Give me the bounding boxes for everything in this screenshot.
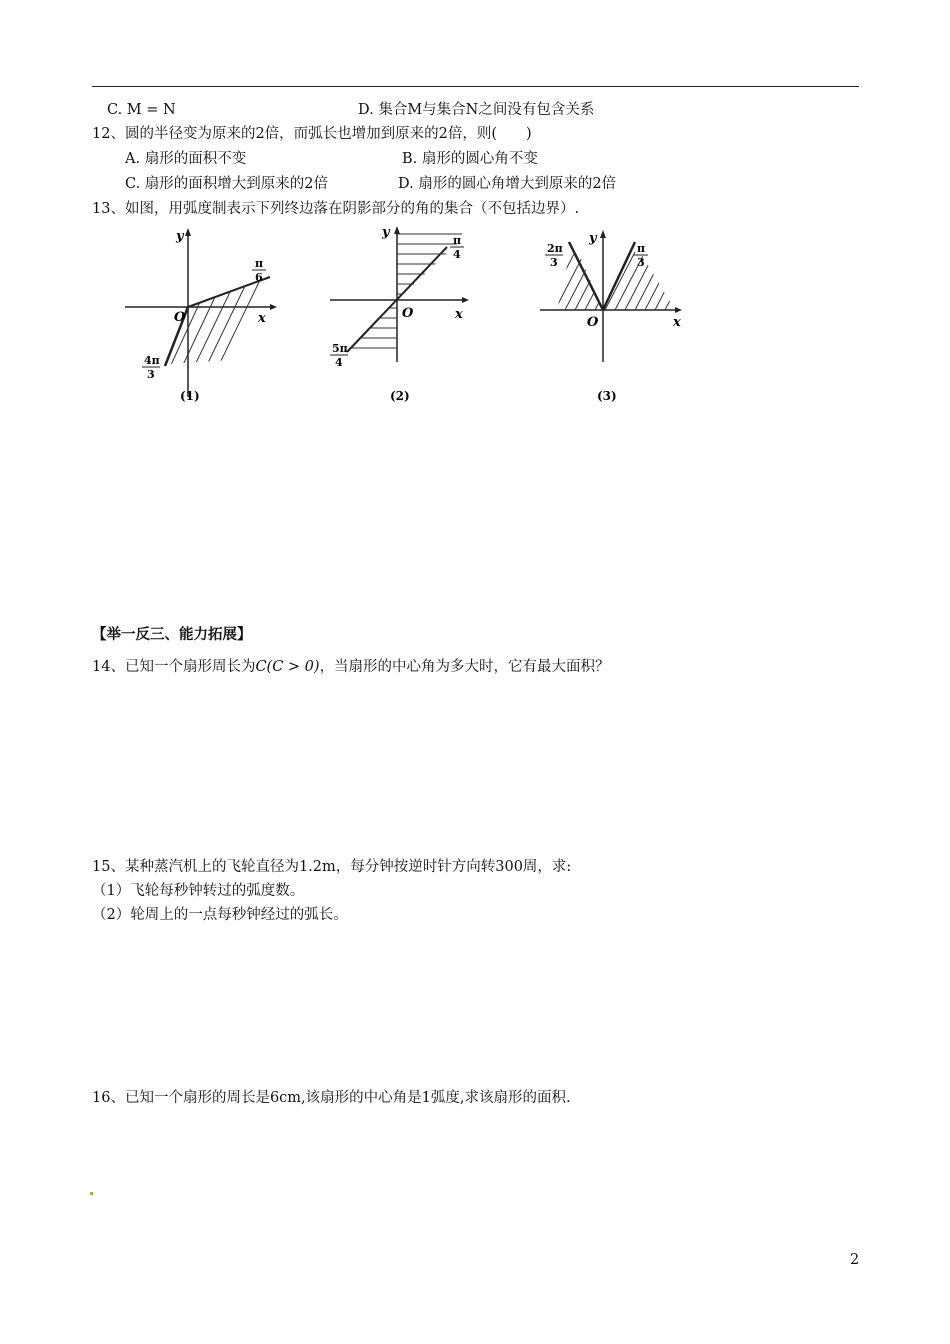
q12-option-d: D. 扇形的圆心角增大到原来的2倍 bbox=[398, 176, 617, 192]
q12-option-a: A. 扇形的面积不变 bbox=[125, 151, 247, 167]
q12-stem: 12、圆的半径变为原来的2倍，而弧长也增加到原来的2倍，则( ) bbox=[92, 126, 532, 142]
angle-lower-num: 4π bbox=[144, 354, 160, 367]
q13-stem: 13、如图，用弧度制表示下列终边落在阴影部分的角的集合（不包括边界）. bbox=[92, 201, 580, 217]
y-axis-arrow-icon bbox=[600, 230, 606, 238]
header-rule bbox=[92, 86, 859, 87]
angle-left-den: 3 bbox=[550, 256, 558, 269]
angle-upper-den: 6 bbox=[255, 271, 263, 284]
q14-stem bbox=[92, 657, 610, 677]
q15-stem: 15、某种蒸汽机上的飞轮直径为1.2m，每分钟按逆时针方向转300周，求: bbox=[92, 859, 572, 875]
q12-option-c: C. 扇形的面积增大到原来的2倍 bbox=[125, 176, 329, 192]
q11-option-c: C. M = N bbox=[107, 102, 176, 118]
origin-label: O bbox=[587, 315, 599, 330]
figure-1-caption: (1) bbox=[180, 389, 200, 403]
y-axis-arrow-icon bbox=[394, 226, 400, 234]
q12-option-b: B. 扇形的圆心角不变 bbox=[402, 151, 538, 167]
angle-lower-den: 3 bbox=[147, 368, 155, 381]
x-label: x bbox=[258, 311, 266, 326]
angle-right-den: 3 bbox=[637, 256, 645, 269]
figure-3 bbox=[535, 222, 695, 416]
x-axis-arrow-icon bbox=[270, 304, 277, 310]
stray-mark bbox=[90, 1192, 93, 1195]
figure-3-svg bbox=[535, 222, 695, 412]
section-title: 【举一反三、能力拓展】 bbox=[92, 627, 252, 643]
y-label: y bbox=[176, 229, 184, 244]
shaded-region-right bbox=[605, 252, 695, 310]
origin-label: O bbox=[402, 306, 414, 321]
q15-sub1: （1）飞轮每秒钟转过的弧度数。 bbox=[92, 883, 305, 899]
q16-stem: 16、已知一个扇形的周长是6cm,该扇形的中心角是1弧度,求该扇形的面积. bbox=[92, 1090, 571, 1106]
figure-1 bbox=[120, 222, 280, 416]
page-number: 2 bbox=[850, 1252, 860, 1268]
x-axis-arrow-icon bbox=[675, 307, 682, 313]
x-label: x bbox=[673, 315, 681, 330]
figure-2-svg bbox=[322, 222, 482, 412]
q11-option-d: D. 集合M与集合N之间没有包含关系 bbox=[358, 102, 595, 118]
angle-right-num: π bbox=[637, 242, 646, 255]
angle-upper-num: π bbox=[255, 257, 264, 270]
figure-1-svg bbox=[120, 222, 280, 412]
q14-math: C(C > 0) bbox=[255, 659, 320, 675]
angle-upper-den: 4 bbox=[453, 248, 461, 261]
y-label: y bbox=[589, 231, 597, 246]
angle-upper-num: π bbox=[453, 234, 462, 247]
angle-lower-num: 5π bbox=[332, 342, 348, 355]
figure-2 bbox=[322, 222, 482, 416]
q14-suffix: ，当扇形的中心角为多大时，它有最大面积？ bbox=[319, 659, 610, 675]
q15-sub2: （2）轮周上的一点每秒钟经过的弧长。 bbox=[92, 907, 348, 923]
x-label: x bbox=[455, 307, 463, 322]
angle-lower-den: 4 bbox=[335, 356, 343, 369]
x-axis-arrow-icon bbox=[462, 297, 469, 303]
y-label: y bbox=[382, 225, 390, 240]
terminal-side-left bbox=[569, 242, 603, 310]
figure-3-caption: (3) bbox=[597, 389, 617, 403]
q14-prefix: 14、已知一个扇形周长为 bbox=[92, 659, 256, 675]
origin-label: O bbox=[174, 310, 186, 325]
y-axis-arrow-icon bbox=[185, 228, 191, 236]
figure-2-caption: (2) bbox=[390, 389, 410, 403]
angle-left-num: 2π bbox=[547, 242, 563, 255]
